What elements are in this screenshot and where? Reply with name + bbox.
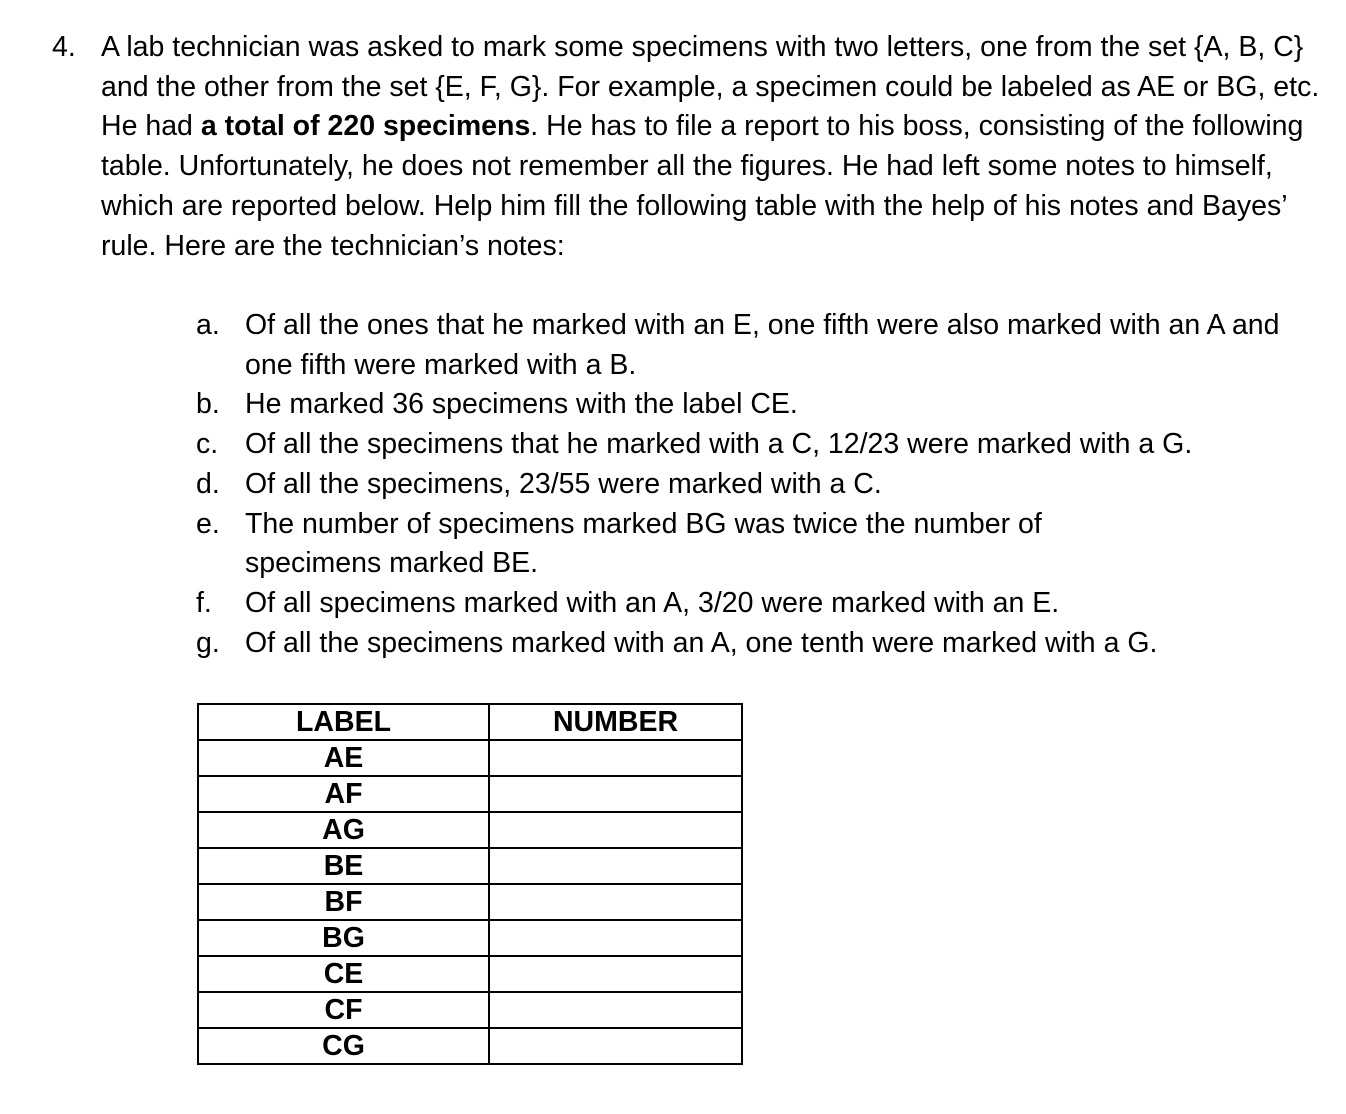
note-label: b.: [196, 388, 220, 421]
note-text: Of all the ones that he marked with an E, one fifth were also marked with an A and one fifth were marked with a B.: [245, 309, 1280, 381]
table-row: [198, 956, 742, 992]
note-text: Of all the specimens, 23/55 were marked with a C.: [245, 467, 882, 500]
row-label: CG: [198, 1028, 489, 1064]
row-number-cell[interactable]: [489, 812, 742, 848]
table-row: [198, 776, 742, 812]
note-item-f: [196, 584, 1306, 624]
note-text: He marked 36 specimens with the label CE.: [245, 388, 798, 421]
table-row: [198, 812, 742, 848]
row-label: AF: [198, 776, 489, 812]
note-label: f.: [196, 586, 212, 619]
row-number-cell[interactable]: [489, 1028, 742, 1064]
row-label: CE: [198, 956, 489, 992]
note-text: Of all the specimens that he marked with a C, 12/23 were marked with a G.: [245, 428, 1193, 461]
table-row: [198, 884, 742, 920]
row-label: BF: [198, 884, 489, 920]
note-label: d.: [196, 467, 220, 500]
note-label: c.: [196, 428, 219, 461]
row-number-cell[interactable]: [489, 956, 742, 992]
row-label: CF: [198, 992, 489, 1028]
note-text: Of all the specimens marked with an A, one tenth were marked with a G.: [245, 626, 1158, 659]
row-label: AG: [198, 812, 489, 848]
table-row: [198, 920, 742, 956]
row-number-cell[interactable]: [489, 992, 742, 1028]
note-item-e: [196, 505, 1145, 584]
note-item-c: [196, 425, 1306, 465]
row-label: BE: [198, 848, 489, 884]
intro-bold-total: a total of 220 specimens: [200, 110, 531, 143]
row-number-cell[interactable]: [489, 776, 742, 812]
row-number-cell[interactable]: [489, 848, 742, 884]
intro-text-2: . He has to file a report to his boss, consisting of the following table. Unfortunately, he does not remember all the figures. He had left some notes to himself, which are reported below. Help him fill the following table with the help of his notes and Bayes’ rule. Here are the technician’s notes:: [101, 110, 1304, 262]
note-item-g: [196, 624, 1306, 664]
table-row: [198, 992, 742, 1028]
specimen-table: [197, 703, 743, 1065]
table-row: [198, 1028, 742, 1064]
note-item-a: [196, 306, 1306, 385]
question-number: 4.: [52, 31, 76, 63]
table-row: [198, 848, 742, 884]
note-text: Of all specimens marked with an A, 3/20 were marked with an E.: [245, 586, 1060, 619]
table-header-row: [198, 704, 742, 740]
note-item-d: [196, 465, 1306, 505]
note-item-b: [196, 385, 1306, 425]
row-number-cell[interactable]: [489, 740, 742, 776]
note-label: e.: [196, 507, 220, 540]
table-row: [198, 740, 742, 776]
row-number-cell[interactable]: [489, 920, 742, 956]
row-label: BG: [198, 920, 489, 956]
note-label: g.: [196, 626, 220, 659]
header-number: NUMBER: [489, 704, 742, 740]
question-text: [101, 28, 1331, 266]
note-text: The number of specimens marked BG was twice the number of specimens marked BE.: [245, 507, 1042, 580]
technician-notes-list: [196, 306, 1306, 663]
row-number-cell[interactable]: [489, 884, 742, 920]
row-label: AE: [198, 740, 489, 776]
intro-text-1: A lab technician was asked to mark some specimens with two letters, one from the set {A, B, C} and the other from the set {E, F, G}. For example, a specimen could be labeled as AE or BG, etc. He had: [101, 31, 1320, 143]
header-label: LABEL: [198, 704, 489, 740]
note-label: a.: [196, 309, 220, 341]
